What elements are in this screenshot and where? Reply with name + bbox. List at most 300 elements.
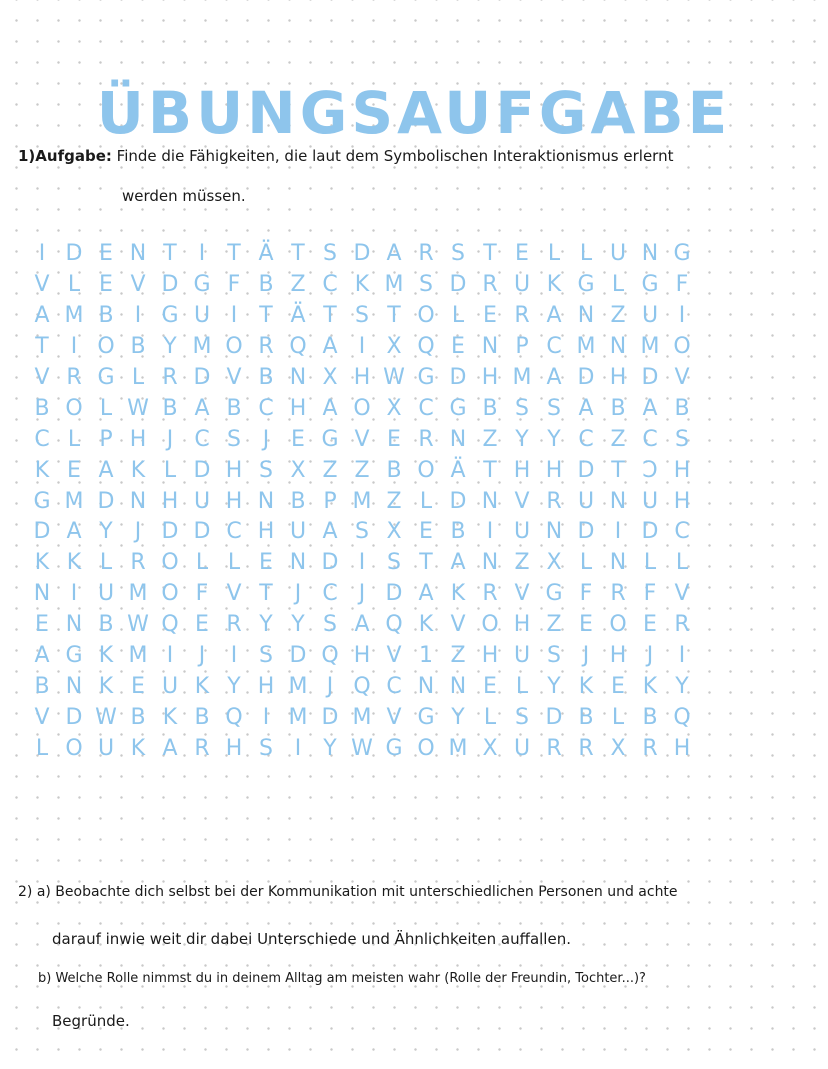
puzzle-letter: A: [322, 395, 338, 421]
puzzle-letter: L: [227, 550, 241, 576]
puzzle-letter: K: [98, 643, 114, 669]
puzzle-letter: V: [130, 272, 146, 298]
puzzle-letter: W: [127, 612, 149, 638]
puzzle-letter: E: [35, 612, 49, 638]
puzzle-letter: I: [70, 581, 78, 607]
task-2b-line-2: Begründe.: [52, 1012, 130, 1030]
puzzle-letter: R: [514, 303, 530, 329]
puzzle-letter: U: [513, 272, 531, 298]
puzzle-letter: N: [577, 303, 595, 329]
puzzle-letter: S: [451, 241, 465, 267]
task-2a-line-1: 2) a) Beobachte dich selbst bei der Kommunikation mit unterschiedlichen Personen und achte: [18, 884, 678, 900]
puzzle-letter: J: [646, 643, 654, 669]
puzzle-letter: K: [194, 673, 210, 699]
puzzle-letter: Q: [353, 673, 371, 699]
puzzle-letter: K: [546, 272, 562, 298]
puzzle-letter: Y: [99, 519, 113, 545]
puzzle-letter: N: [257, 488, 275, 514]
puzzle-letter: S: [387, 550, 401, 576]
puzzle-letter: U: [193, 488, 211, 514]
puzzle-letter: Y: [291, 612, 305, 638]
puzzle-letter: U: [97, 581, 115, 607]
puzzle-letter: R: [66, 365, 82, 390]
puzzle-letter: T: [227, 241, 241, 267]
puzzle-letter: M: [512, 365, 532, 390]
puzzle-letter: D: [33, 519, 51, 545]
puzzle-letter: Y: [675, 673, 689, 699]
puzzle-letter: Z: [322, 457, 338, 483]
puzzle-letter: P: [515, 334, 529, 360]
puzzle-letter: Q: [161, 612, 179, 638]
puzzle-letter: T: [291, 241, 305, 267]
puzzle-letter: H: [513, 612, 531, 638]
puzzle-letter: C: [258, 395, 274, 421]
puzzle-letter: A: [578, 395, 594, 421]
puzzle-letter: M: [192, 334, 212, 360]
puzzle-letter: G: [417, 704, 435, 730]
puzzle-letter: E: [259, 550, 273, 576]
puzzle-letter: K: [34, 550, 50, 576]
puzzle-letter: O: [481, 612, 499, 638]
puzzle-letter: R: [130, 550, 146, 576]
puzzle-letter: I: [38, 241, 46, 267]
puzzle-letter: A: [322, 519, 338, 545]
puzzle-letter: O: [65, 735, 83, 761]
puzzle-letter: M: [128, 643, 148, 669]
puzzle-letter: X: [322, 365, 338, 390]
puzzle-letter: U: [161, 673, 179, 699]
puzzle-letter: Y: [547, 426, 561, 452]
task-1-line-1: [18, 147, 673, 165]
puzzle-letter: N: [449, 673, 467, 699]
puzzle-letter: K: [162, 704, 178, 730]
puzzle-letter: O: [225, 334, 243, 360]
puzzle-letter: C: [226, 519, 242, 545]
puzzle-letter: H: [225, 735, 243, 761]
puzzle-letter: I: [358, 334, 366, 360]
puzzle-letter: L: [547, 241, 561, 267]
puzzle-letter: H: [257, 519, 275, 545]
puzzle-letter: B: [98, 303, 114, 329]
puzzle-letter: R: [418, 241, 434, 267]
puzzle-letter: W: [127, 395, 149, 421]
puzzle-letter: L: [131, 365, 145, 390]
puzzle-letter: H: [481, 643, 499, 669]
puzzle-letter: G: [33, 488, 51, 514]
puzzle-letter: J: [262, 426, 270, 452]
puzzle-letter: N: [129, 241, 147, 267]
puzzle-letter: S: [323, 612, 337, 638]
puzzle-letter: Z: [610, 303, 626, 329]
puzzle-letter: S: [547, 395, 561, 421]
puzzle-letter: W: [95, 704, 117, 730]
puzzle-letter: G: [385, 735, 403, 761]
puzzle-letter: D: [193, 457, 211, 483]
puzzle-letter: O: [417, 457, 435, 483]
puzzle-letter: U: [513, 519, 531, 545]
puzzle-letter: K: [34, 457, 50, 483]
task-1-label: Aufgabe:: [35, 147, 112, 165]
puzzle-letter: L: [675, 550, 689, 576]
puzzle-letter: B: [610, 395, 626, 421]
puzzle-letter: A: [34, 303, 50, 329]
puzzle-letter: O: [353, 395, 371, 421]
puzzle-letter: L: [195, 550, 209, 576]
puzzle-letter: F: [195, 581, 209, 607]
puzzle-letter: E: [611, 673, 625, 699]
puzzle-letter: L: [451, 303, 465, 329]
puzzle-letter: E: [99, 241, 113, 267]
puzzle-letter: V: [34, 704, 50, 730]
puzzle-letter: J: [358, 581, 366, 607]
puzzle-letter: V: [674, 365, 690, 390]
puzzle-letter: U: [641, 303, 659, 329]
puzzle-letter: K: [354, 272, 370, 298]
puzzle-letter: H: [673, 488, 691, 514]
puzzle-letter: O: [417, 303, 435, 329]
puzzle-letter: C: [322, 272, 338, 298]
task-2a-line-2: darauf inwie weit dir dabei Unterschiede und Ähnlichkeiten auffallen.: [52, 930, 571, 948]
puzzle-letter: L: [579, 241, 593, 267]
puzzle-letter: L: [163, 457, 177, 483]
puzzle-letter: B: [130, 704, 146, 730]
puzzle-letter: S: [227, 426, 241, 452]
puzzle-letter: B: [226, 395, 242, 421]
puzzle-letter: A: [354, 612, 370, 638]
puzzle-letter: C: [546, 334, 562, 360]
puzzle-letter: Z: [290, 272, 306, 298]
puzzle-letter: M: [352, 704, 372, 730]
puzzle-letter: N: [289, 550, 307, 576]
puzzle-letter: K: [578, 673, 594, 699]
puzzle-letter: H: [609, 365, 627, 390]
puzzle-letter: S: [547, 643, 561, 669]
puzzle-letter: I: [262, 704, 270, 730]
puzzle-letter: J: [198, 643, 206, 669]
puzzle-letter: D: [577, 365, 595, 390]
puzzle-letter: S: [259, 643, 273, 669]
puzzle-letter: X: [290, 457, 306, 483]
puzzle-letter: B: [642, 704, 658, 730]
puzzle-letter: Y: [227, 673, 241, 699]
puzzle-letter: B: [482, 395, 498, 421]
puzzle-letter: C: [386, 673, 402, 699]
puzzle-letter: D: [385, 581, 403, 607]
task-1-number: 1): [18, 147, 36, 165]
puzzle-letter: S: [515, 395, 529, 421]
puzzle-letter: R: [578, 735, 594, 761]
puzzle-letter: R: [610, 581, 626, 607]
puzzle-letter: Z: [546, 612, 562, 638]
puzzle-letter: N: [545, 519, 563, 545]
puzzle-letter: T: [323, 303, 337, 329]
puzzle-letter: X: [386, 395, 402, 421]
puzzle-letter: B: [130, 334, 146, 360]
puzzle-letter: Y: [451, 704, 465, 730]
puzzle-letter: L: [611, 704, 625, 730]
puzzle-letter: V: [674, 581, 690, 607]
puzzle-letter: T: [259, 581, 273, 607]
puzzle-letter: S: [259, 457, 273, 483]
puzzle-letter: O: [97, 334, 115, 360]
puzzle-letter: B: [194, 704, 210, 730]
puzzle-letter: E: [131, 673, 145, 699]
puzzle-letter: D: [449, 365, 467, 390]
puzzle-letter: B: [674, 395, 690, 421]
puzzle-letter: B: [34, 395, 50, 421]
puzzle-letter: G: [577, 272, 595, 298]
task-1-line-2: werden müssen.: [122, 187, 246, 205]
puzzle-letter: D: [193, 365, 211, 390]
puzzle-letter: C: [674, 519, 690, 545]
puzzle-letter: M: [448, 735, 468, 761]
puzzle-letter: A: [386, 241, 402, 267]
puzzle-letter: G: [65, 643, 83, 669]
puzzle-letter: A: [162, 735, 178, 761]
puzzle-letter: L: [35, 735, 49, 761]
puzzle-letter: L: [611, 272, 625, 298]
puzzle-letter: L: [67, 272, 81, 298]
page-title: ÜBUNGSAUFGABE: [96, 78, 732, 147]
puzzle-letter: N: [33, 581, 51, 607]
puzzle-letter: Y: [515, 426, 529, 452]
puzzle-letter: T: [35, 334, 49, 360]
task-2b-line-1: b) Welche Rolle nimmst du in deinem Alltag am meisten wahr (Rolle der Freundin, Tochter...)?: [38, 971, 646, 986]
puzzle-letter: N: [481, 550, 499, 576]
puzzle-letter: O: [417, 735, 435, 761]
puzzle-letter: K: [642, 673, 658, 699]
puzzle-letter: N: [481, 488, 499, 514]
puzzle-letter: B: [34, 673, 50, 699]
puzzle-letter: M: [352, 488, 372, 514]
puzzle-letter: I: [198, 241, 206, 267]
puzzle-letter: V: [386, 704, 402, 730]
puzzle-letter: D: [577, 519, 595, 545]
puzzle-letter: O: [609, 612, 627, 638]
puzzle-letter: H: [257, 673, 275, 699]
puzzle-letter: U: [513, 643, 531, 669]
puzzle-letter: G: [417, 365, 435, 390]
puzzle-letter: M: [288, 673, 308, 699]
puzzle-letter: Q: [321, 643, 339, 669]
puzzle-letter: Q: [417, 334, 435, 360]
puzzle-letter: A: [194, 395, 210, 421]
puzzle-letter: V: [34, 365, 50, 390]
puzzle-letter: H: [161, 488, 179, 514]
puzzle-letter: B: [162, 395, 178, 421]
puzzle-letter: S: [355, 303, 369, 329]
puzzle-letter: E: [515, 241, 529, 267]
puzzle-letter: H: [609, 643, 627, 669]
puzzle-letter: H: [225, 488, 243, 514]
puzzle-letter: S: [323, 241, 337, 267]
puzzle-letter: L: [643, 550, 657, 576]
puzzle-letter: A: [546, 303, 562, 329]
puzzle-letter: C: [194, 426, 210, 452]
puzzle-letter: U: [289, 519, 307, 545]
puzzle-letter: R: [674, 612, 690, 638]
puzzle-letter: E: [99, 272, 113, 298]
puzzle-letter: X: [482, 735, 498, 761]
puzzle-letter: V: [354, 426, 370, 452]
puzzle-letter: M: [384, 272, 404, 298]
puzzle-letter: N: [449, 426, 467, 452]
puzzle-letter: N: [129, 488, 147, 514]
puzzle-letter: N: [65, 612, 83, 638]
puzzle-letter: A: [642, 395, 658, 421]
puzzle-letter: V: [450, 612, 466, 638]
puzzle-letter: X: [386, 519, 402, 545]
puzzle-letter: C: [34, 426, 50, 452]
puzzle-letter: I: [230, 303, 238, 329]
puzzle-letter: N: [417, 673, 435, 699]
puzzle-letter: H: [481, 365, 499, 390]
puzzle-letter: D: [193, 519, 211, 545]
puzzle-letter: E: [451, 334, 465, 360]
puzzle-letter: T: [419, 550, 433, 576]
puzzle-letter: F: [675, 272, 689, 298]
puzzle-letter: B: [450, 519, 466, 545]
puzzle-letter: O: [161, 581, 179, 607]
puzzle-letter: X: [610, 735, 626, 761]
puzzle-letter: I: [230, 643, 238, 669]
puzzle-letter: 1: [419, 643, 433, 669]
puzzle-letter: J: [326, 673, 334, 699]
puzzle-letter: J: [294, 581, 302, 607]
puzzle-letter: M: [640, 334, 660, 360]
puzzle-letter: E: [483, 303, 497, 329]
puzzle-letter: M: [64, 303, 84, 329]
puzzle-letter: B: [386, 457, 402, 483]
puzzle-letter: X: [546, 550, 562, 576]
puzzle-letter: Z: [482, 426, 498, 452]
puzzle-letter: R: [482, 272, 498, 298]
puzzle-letter: Z: [450, 643, 466, 669]
puzzle-letter: N: [641, 241, 659, 267]
puzzle-letter: T: [163, 241, 177, 267]
puzzle-letter: E: [67, 457, 81, 483]
puzzle-letter: S: [259, 735, 273, 761]
puzzle-letter: L: [99, 550, 113, 576]
puzzle-letter: E: [419, 519, 433, 545]
puzzle-letter: L: [579, 550, 593, 576]
puzzle-letter: V: [226, 581, 242, 607]
puzzle-letter: G: [673, 241, 691, 267]
puzzle-letter: R: [226, 612, 242, 638]
puzzle-letter: A: [322, 334, 338, 360]
puzzle-letter: R: [258, 334, 274, 360]
puzzle-letter: V: [514, 488, 530, 514]
puzzle-letter: B: [98, 612, 114, 638]
puzzle-letter: J: [582, 643, 590, 669]
puzzle-letter: U: [97, 735, 115, 761]
puzzle-letter: A: [418, 581, 434, 607]
puzzle-letter: E: [291, 426, 305, 452]
puzzle-letter: T: [259, 303, 273, 329]
puzzle-letter: R: [546, 735, 562, 761]
puzzle-letter: I: [134, 303, 142, 329]
puzzle-letter: U: [577, 488, 595, 514]
puzzle-letter: A: [450, 550, 466, 576]
puzzle-letter: K: [98, 673, 114, 699]
puzzle-letter: I: [614, 519, 622, 545]
puzzle-letter: H: [353, 365, 371, 390]
puzzle-letter: T: [483, 241, 497, 267]
puzzle-letter: U: [513, 735, 531, 761]
puzzle-letter: E: [483, 673, 497, 699]
puzzle-letter: D: [545, 704, 563, 730]
puzzle-letter: W: [383, 365, 405, 390]
puzzle-letter: Ä: [258, 241, 274, 267]
puzzle-letter: D: [65, 704, 83, 730]
puzzle-letter: R: [194, 735, 210, 761]
puzzle-letter: H: [545, 457, 563, 483]
puzzle-letter: H: [129, 426, 147, 452]
puzzle-letter: L: [515, 673, 529, 699]
puzzle-letter: O: [65, 395, 83, 421]
puzzle-letter: I: [166, 643, 174, 669]
puzzle-letter: D: [641, 365, 659, 390]
puzzle-letter: T: [611, 457, 625, 483]
puzzle-letter: D: [97, 488, 115, 514]
puzzle-letter: V: [226, 365, 242, 390]
puzzle-letter: G: [641, 272, 659, 298]
puzzle-letter: B: [258, 365, 274, 390]
puzzle-letter: D: [641, 519, 659, 545]
puzzle-letter: D: [353, 241, 371, 267]
puzzle-letter: N: [481, 334, 499, 360]
puzzle-letter: P: [323, 488, 337, 514]
puzzle-letter: J: [166, 426, 174, 452]
puzzle-letter: D: [449, 488, 467, 514]
puzzle-letter: R: [546, 488, 562, 514]
puzzle-letter: V: [386, 643, 402, 669]
puzzle-letter: R: [482, 581, 498, 607]
puzzle-letter: Ä: [450, 457, 466, 483]
puzzle-letter: Q: [673, 704, 691, 730]
puzzle-letter: N: [289, 365, 307, 390]
puzzle-letter: F: [227, 272, 241, 298]
puzzle-letter: F: [643, 581, 657, 607]
puzzle-letter: Ɔ: [642, 457, 658, 483]
puzzle-letter: K: [130, 735, 146, 761]
puzzle-letter: W: [351, 735, 373, 761]
puzzle-letter: T: [387, 303, 401, 329]
puzzle-letter: N: [65, 673, 83, 699]
puzzle-letter: H: [673, 457, 691, 483]
puzzle-letter: M: [64, 488, 84, 514]
puzzle-letter: K: [130, 457, 146, 483]
puzzle-letter: S: [675, 426, 689, 452]
puzzle-letter: G: [161, 303, 179, 329]
puzzle-letter: R: [642, 735, 658, 761]
puzzle-letter: L: [99, 395, 113, 421]
puzzle-letter: H: [353, 643, 371, 669]
puzzle-letter: Q: [385, 612, 403, 638]
puzzle-letter: E: [387, 426, 401, 452]
puzzle-letter: I: [486, 519, 494, 545]
puzzle-letter: D: [577, 457, 595, 483]
puzzle-letter: A: [98, 457, 114, 483]
puzzle-letter: K: [418, 612, 434, 638]
puzzle-letter: L: [483, 704, 497, 730]
puzzle-letter: C: [322, 581, 338, 607]
puzzle-letter: U: [609, 241, 627, 267]
puzzle-letter: U: [641, 488, 659, 514]
puzzle-letter: R: [418, 426, 434, 452]
puzzle-letter: C: [418, 395, 434, 421]
puzzle-letter: Ä: [290, 303, 306, 329]
